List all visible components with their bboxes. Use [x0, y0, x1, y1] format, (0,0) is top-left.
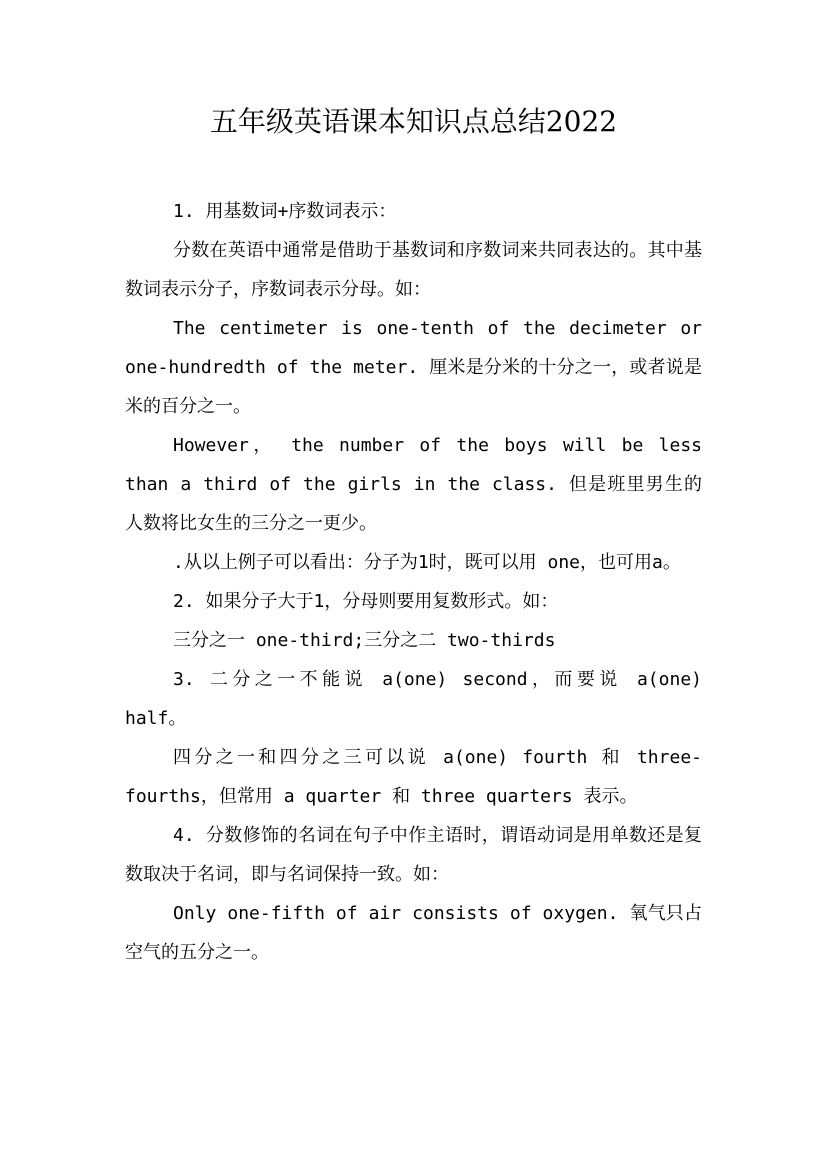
paragraph-1: 1. 用基数词+序数词表示：: [173, 201, 397, 222]
paragraph-8: 3. 二分之一不能说 a(one) second，而要说 a(one) half。: [125, 669, 702, 729]
paragraph-3: The centimeter is one-tenth of the decimeter or one-hundredth of the meter. 厘米是分米的十分之一，或者说是米的百分之一。: [125, 318, 702, 417]
paragraph-6: 2. 如果分子大于1，分母则要用复数形式。如：: [173, 591, 559, 612]
paragraph-9: 四分之一和四分之三可以说 a(one) fourth 和 three-fourths，但常用 a quarter 和 three quarters 表示。: [125, 747, 702, 807]
paragraph-4: However， the number of the boys will be less than a third of the girls in the class. 但是班里男生的人数将比女生的三分之一更少。: [125, 435, 702, 534]
paragraph-7: 三分之一 one-third;三分之二 two-thirds: [173, 630, 556, 651]
document-title: 五年级英语课本知识点总结2022: [209, 105, 618, 138]
paragraph-10: 4. 分数修饰的名词在句子中作主语时，谓语动词是用单数还是复数取决于名词，即与名词保持一致。如：: [125, 825, 702, 885]
paragraph-5: .从以上例子可以看出：分子为1时，既可以用 one，也可用a。: [173, 552, 681, 573]
document-body: [125, 192, 702, 972]
paragraph-11: Only one-fifth of air consists of oxygen. 氧气只占空气的五分之一。: [125, 903, 702, 963]
paragraph-2: 分数在英语中通常是借助于基数词和序数词来共同表达的。其中基数词表示分子，序数词表示分母。如：: [125, 240, 702, 300]
